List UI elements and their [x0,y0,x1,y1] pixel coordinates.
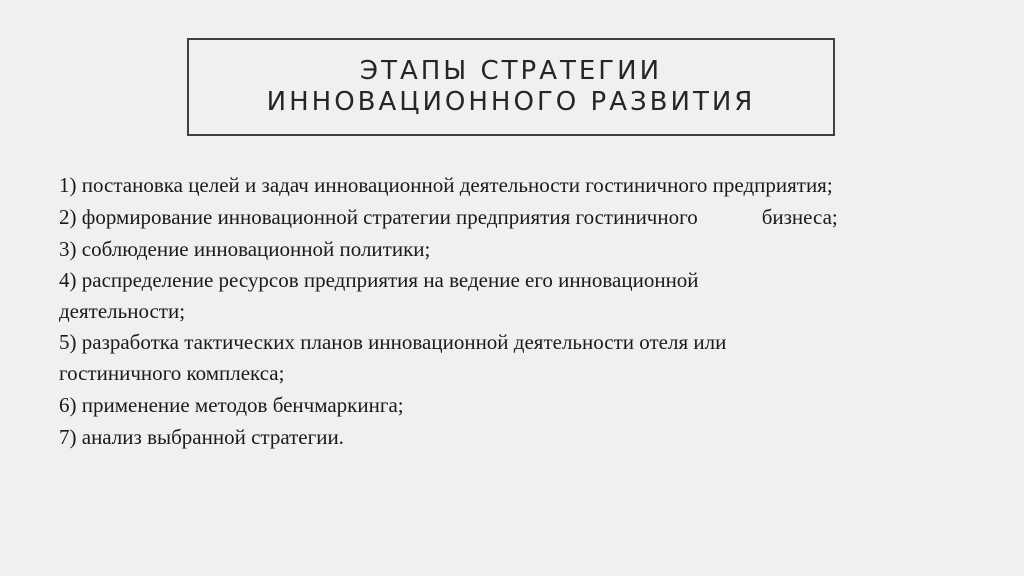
stages-list [59,169,1024,453]
list-item-3 [59,233,1024,265]
list-item-text: 2) формирование инновационной стратегии предприятия гостиничного [59,205,698,229]
list-item-text: 5) разработка тактических планов инновационной деятельности отеля или [59,330,727,354]
list-item-text-cont: деятельности; [59,299,186,323]
list-item-text: 3) соблюдение инновационной политики; [59,237,431,261]
list-item-text-cont: гостиничного комплекса; [59,361,285,385]
list-item-text-end: бизнеса; [761,205,838,229]
list-item-text: 6) применение методов бенчмаркинга; [59,393,404,417]
list-item-1 [59,169,1024,201]
list-item-6 [59,389,1024,421]
list-item-7 [59,421,1024,453]
list-item-4 [59,265,1024,327]
list-item-2 [59,201,1024,233]
list-item-text: 1) постановка целей и задач инновационной деятельности гостиничного предприятия; [59,173,833,197]
title-line-1: ЭТАПЫ СТРАТЕГИИ [359,56,663,86]
list-item-text: 4) распределение ресурсов предприятия на ведение его инновационной [59,268,699,292]
list-item-5 [59,327,1024,389]
title-line-2: ИННОВАЦИОННОГО РАЗВИТИЯ [266,87,756,117]
list-item-text: 7) анализ выбранной стратегии. [59,425,344,449]
title-box [187,38,835,136]
